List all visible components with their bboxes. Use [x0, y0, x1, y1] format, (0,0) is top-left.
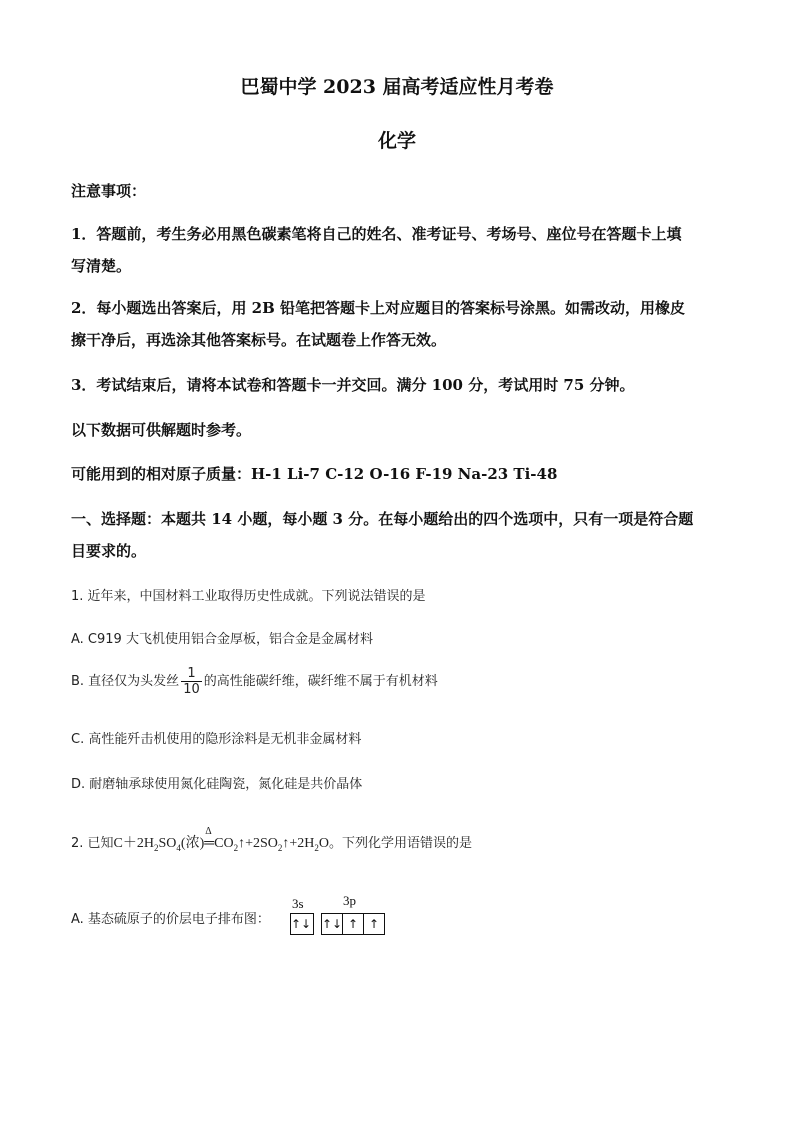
eq-sub: 4 [176, 842, 181, 853]
eq-concentrated: (浓) [180, 836, 205, 851]
orbital-3s-box [290, 913, 314, 935]
notice-item-1-line-2: 写清楚。 [71, 257, 132, 275]
question-2-stem [71, 826, 473, 853]
fraction-denominator: 10 [183, 682, 200, 697]
orbital-3p-cell-1: ↑↓ [322, 917, 343, 931]
notice-item-2-line-2: 擦干净后，再选涂其他答案标号。在试题卷上作答无效。 [71, 331, 447, 349]
notice-item-3: 3．考试结束后，请将本试卷和答题卡一并交回。满分 100 分，考试用时 75 分钟。 [71, 376, 635, 394]
eq-h2: ↑+2H [282, 836, 315, 851]
eq-sub: 2 [233, 842, 239, 853]
question-1-option-b [71, 664, 438, 700]
option-b-prefix: B. 直径仅为头发丝 [71, 674, 180, 689]
section-1-line-2: 目要求的。 [71, 542, 147, 560]
question-1-option-a: A. C919 大飞机使用铝合金厚板，铝合金是金属材料 [71, 632, 373, 647]
question-1-option-c: C. 高性能歼击机使用的隐形涂料是无机非金属材料 [71, 732, 362, 747]
subject-title: 化学 [377, 130, 416, 152]
section-1-line-1: 一、选择题：本题共 14 小题，每小题 3 分。在每小题给出的四个选项中，只有一项是符合题 [71, 510, 694, 528]
question-1-option-d: D. 耐磨轴承球使用氮化硅陶瓷，氮化硅是共价晶体 [71, 777, 363, 792]
orbital-3p-cell-3: ↑ [363, 914, 384, 934]
question-2-suffix: 。下列化学用语错误的是 [329, 836, 473, 851]
notice-item-1-line-1: 1．答题前，考生务必用黑色碳素笔将自己的姓名、准考证号、考场号、座位号在答题卡上填 [71, 225, 682, 243]
orbital-3s-cell: ↑↓ [290, 917, 312, 931]
eq-sub: 2 [277, 842, 283, 853]
option-b-suffix: 的高性能碳纤维，碳纤维不属于有机材料 [203, 674, 438, 689]
eq-sub: 2 [314, 842, 319, 853]
notice-heading: 注意事项： [71, 182, 147, 200]
label-3p: 3p [343, 893, 356, 908]
fraction-numerator: 1 [181, 666, 202, 682]
eq-co: CO [214, 836, 234, 851]
label-3s: 3s [292, 896, 304, 911]
orbital-3p-cell-2: ↑ [342, 914, 363, 934]
eq-so2: ↑+2SO [238, 836, 278, 851]
eq-sub: 2 [154, 842, 159, 853]
eq-reactant-c: C＋2H [113, 836, 154, 851]
delta-symbol: Δ [205, 826, 212, 837]
question-2-option-a: A. 基态硫原子的价层电子排布图： [71, 912, 270, 927]
question-2-prefix: 2. 已知 [71, 836, 114, 851]
page-title: 巴蜀中学 2023 届高考适应性月考卷 [240, 76, 554, 98]
chemical-equation [113, 826, 330, 853]
eq-so: SO [158, 836, 177, 851]
atomic-mass-line: 可能用到的相对原子质量：H-1 Li-7 C-12 O-16 F-19 Na-23 Ti-48 [71, 465, 558, 483]
eq-o: O [318, 836, 330, 851]
notice-item-2-line-1: 2．每小题选出答案后，用 2B 铅笔把答题卡上对应题目的答案标号涂黑。如需改动，用橡皮 [71, 299, 686, 317]
data-reference-note: 以下数据可供解题时参考。 [71, 421, 252, 439]
orbital-3p-box [321, 913, 385, 935]
question-1-stem: 1. 近年来，中国材料工业取得历史性成就。下列说法错误的是 [71, 589, 426, 604]
equals-sign: ═ [204, 836, 215, 851]
heat-condition [204, 826, 215, 852]
fraction-one-tenth [181, 666, 202, 697]
